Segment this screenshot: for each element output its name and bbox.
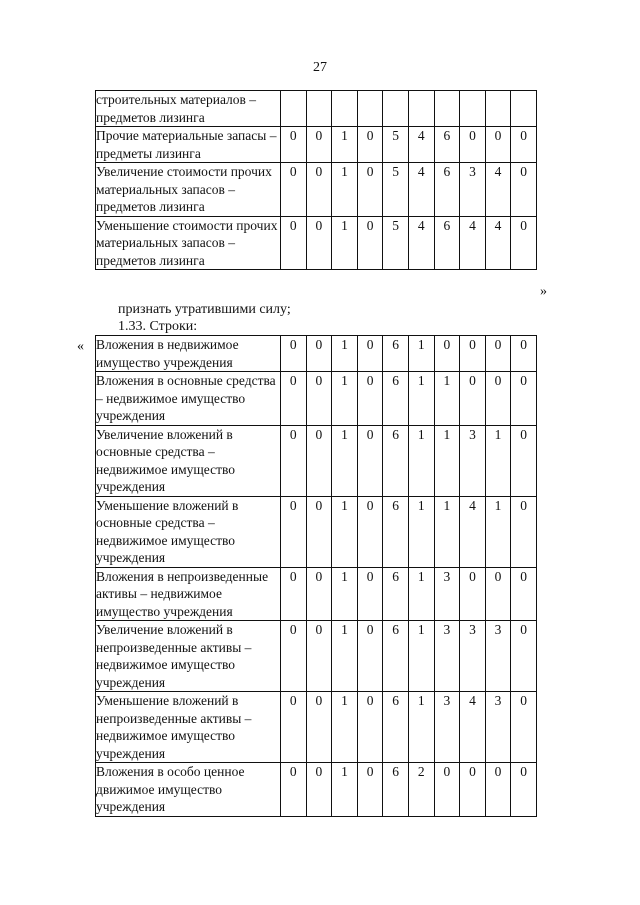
account-digit-cell: 0	[281, 567, 307, 621]
account-digit-cell: 1	[332, 567, 358, 621]
account-digit-cell: 0	[281, 163, 307, 217]
account-digit-cell: 0	[306, 692, 332, 763]
account-digit-cell: 6	[383, 763, 409, 817]
accounts-table	[95, 335, 537, 817]
account-digit-cell: 0	[306, 763, 332, 817]
account-digit-cell: 0	[511, 567, 537, 621]
account-digit-cell: 3	[460, 425, 486, 496]
account-digit-cell: 0	[306, 216, 332, 270]
page-number: 27	[313, 60, 327, 75]
account-digit-cell: 0	[357, 216, 383, 270]
account-digit-cell: 1	[332, 127, 358, 163]
table-row	[96, 216, 537, 270]
account-digit-cell: 0	[281, 127, 307, 163]
account-digit-cell: 0	[357, 621, 383, 692]
account-digit-cell: 1	[332, 621, 358, 692]
account-digit-cell: 0	[511, 425, 537, 496]
account-digit-cell	[383, 91, 409, 127]
account-digit-cell	[511, 91, 537, 127]
account-digit-cell	[332, 91, 358, 127]
account-digit-cell: 0	[511, 163, 537, 217]
account-digit-cell: 0	[511, 692, 537, 763]
account-digit-cell: 1	[408, 336, 434, 372]
account-digit-cell: 5	[383, 127, 409, 163]
account-digit-cell: 6	[383, 496, 409, 567]
account-digit-cell: 0	[357, 336, 383, 372]
account-digit-cell: 0	[511, 621, 537, 692]
account-digit-cell: 4	[408, 163, 434, 217]
account-digit-cell: 0	[460, 763, 486, 817]
table-row	[96, 692, 537, 763]
account-digit-cell: 0	[485, 567, 511, 621]
account-digit-cell: 0	[306, 621, 332, 692]
account-digit-cell: 1	[332, 163, 358, 217]
table-row	[96, 425, 537, 496]
account-digit-cell: 1	[332, 372, 358, 426]
account-digit-cell: 0	[306, 163, 332, 217]
account-digit-cell	[460, 91, 486, 127]
account-digit-cell: 0	[306, 496, 332, 567]
account-digit-cell: 0	[281, 425, 307, 496]
account-digit-cell: 0	[357, 425, 383, 496]
account-digit-cell: 0	[434, 336, 460, 372]
account-digit-cell: 0	[281, 763, 307, 817]
account-digit-cell	[306, 91, 332, 127]
account-digit-cell: 1	[485, 496, 511, 567]
account-digit-cell: 5	[383, 163, 409, 217]
account-digit-cell: 6	[383, 372, 409, 426]
table-row	[96, 127, 537, 163]
account-digit-cell: 6	[383, 425, 409, 496]
account-digit-cell: 0	[511, 496, 537, 567]
account-digit-cell: 1	[485, 425, 511, 496]
account-digit-cell: 4	[485, 216, 511, 270]
account-digit-cell: 3	[434, 567, 460, 621]
account-digit-cell: 0	[306, 127, 332, 163]
table-row	[96, 621, 537, 692]
account-name-cell: Вложения в непроизведенные активы – недвижимое имущество учреждения	[96, 567, 281, 621]
account-digit-cell: 6	[383, 567, 409, 621]
section-label: 1.33. Строки:	[118, 319, 198, 334]
accounts-table-continued	[95, 90, 537, 270]
account-digit-cell	[357, 91, 383, 127]
account-name-cell: строительных материалов – предметов лизинга	[96, 91, 281, 127]
recognize-invalid-text: признать утратившими силу;	[118, 302, 291, 317]
account-digit-cell: 0	[357, 692, 383, 763]
account-digit-cell: 0	[511, 372, 537, 426]
account-name-cell: Прочие материальные запасы – предметы лизинга	[96, 127, 281, 163]
account-digit-cell: 4	[460, 216, 486, 270]
account-digit-cell: 6	[434, 163, 460, 217]
account-digit-cell	[485, 91, 511, 127]
account-name-cell: Уменьшение вложений в основные средства – недвижимое имущество учреждения	[96, 496, 281, 567]
account-digit-cell: 0	[357, 372, 383, 426]
account-digit-cell: 0	[306, 372, 332, 426]
account-digit-cell	[408, 91, 434, 127]
account-digit-cell: 0	[306, 567, 332, 621]
account-digit-cell	[281, 91, 307, 127]
account-digit-cell: 0	[281, 496, 307, 567]
account-digit-cell: 1	[332, 336, 358, 372]
account-digit-cell: 0	[357, 763, 383, 817]
account-digit-cell: 3	[434, 621, 460, 692]
table-row	[96, 763, 537, 817]
account-digit-cell: 0	[281, 372, 307, 426]
account-digit-cell: 0	[511, 336, 537, 372]
account-digit-cell: 1	[434, 372, 460, 426]
account-name-cell: Вложения в основные средства – недвижимое имущество учреждения	[96, 372, 281, 426]
account-digit-cell: 6	[383, 692, 409, 763]
account-name-cell: Вложения в недвижимое имущество учреждения	[96, 336, 281, 372]
account-digit-cell: 0	[460, 372, 486, 426]
account-digit-cell: 0	[485, 763, 511, 817]
account-digit-cell: 0	[485, 336, 511, 372]
account-digit-cell: 0	[460, 336, 486, 372]
account-digit-cell: 4	[485, 163, 511, 217]
account-digit-cell: 1	[332, 763, 358, 817]
account-name-cell: Уменьшение вложений в непроизведенные активы – недвижимое имущество учреждения	[96, 692, 281, 763]
account-digit-cell: 0	[357, 567, 383, 621]
account-digit-cell: 1	[332, 425, 358, 496]
account-name-cell: Уменьшение стоимости прочих материальных запасов – предметов лизинга	[96, 216, 281, 270]
account-digit-cell: 6	[434, 216, 460, 270]
account-digit-cell: 1	[434, 496, 460, 567]
account-digit-cell: 1	[332, 496, 358, 567]
account-digit-cell: 4	[408, 127, 434, 163]
account-digit-cell: 4	[460, 692, 486, 763]
account-digit-cell: 1	[408, 692, 434, 763]
account-digit-cell: 0	[306, 336, 332, 372]
account-digit-cell: 0	[357, 496, 383, 567]
account-digit-cell: 1	[408, 621, 434, 692]
table-row	[96, 372, 537, 426]
account-digit-cell: 0	[485, 127, 511, 163]
account-digit-cell: 2	[408, 763, 434, 817]
account-digit-cell: 3	[485, 621, 511, 692]
closing-quote: »	[540, 284, 547, 299]
table-row	[96, 567, 537, 621]
account-digit-cell: 1	[332, 216, 358, 270]
account-name-cell: Увеличение стоимости прочих материальных запасов – предметов лизинга	[96, 163, 281, 217]
account-name-cell: Увеличение вложений в непроизведенные активы – недвижимое имущество учреждения	[96, 621, 281, 692]
account-digit-cell: 0	[281, 336, 307, 372]
table-row	[96, 91, 537, 127]
account-digit-cell: 0	[511, 127, 537, 163]
account-digit-cell: 1	[408, 496, 434, 567]
table-row	[96, 336, 537, 372]
account-digit-cell: 0	[434, 763, 460, 817]
account-digit-cell: 3	[460, 163, 486, 217]
table-row	[96, 496, 537, 567]
account-digit-cell: 3	[434, 692, 460, 763]
account-digit-cell: 0	[485, 372, 511, 426]
account-digit-cell: 0	[281, 621, 307, 692]
account-digit-cell: 0	[306, 425, 332, 496]
opening-quote: «	[77, 339, 84, 354]
account-digit-cell: 4	[408, 216, 434, 270]
account-digit-cell: 0	[511, 216, 537, 270]
account-digit-cell: 5	[383, 216, 409, 270]
account-digit-cell: 3	[460, 621, 486, 692]
account-digit-cell: 6	[383, 621, 409, 692]
account-digit-cell: 4	[460, 496, 486, 567]
account-digit-cell	[434, 91, 460, 127]
account-digit-cell: 0	[357, 163, 383, 217]
account-name-cell: Вложения в особо ценное движимое имущество учреждения	[96, 763, 281, 817]
account-digit-cell: 0	[511, 763, 537, 817]
table-row	[96, 163, 537, 217]
account-digit-cell: 0	[281, 692, 307, 763]
account-digit-cell: 1	[408, 567, 434, 621]
account-digit-cell: 0	[357, 127, 383, 163]
account-digit-cell: 3	[485, 692, 511, 763]
account-digit-cell: 1	[434, 425, 460, 496]
account-digit-cell: 1	[408, 425, 434, 496]
account-digit-cell: 0	[460, 127, 486, 163]
account-digit-cell: 0	[281, 216, 307, 270]
account-digit-cell: 0	[460, 567, 486, 621]
account-digit-cell: 6	[434, 127, 460, 163]
account-digit-cell: 1	[332, 692, 358, 763]
account-name-cell: Увеличение вложений в основные средства – недвижимое имущество учреждения	[96, 425, 281, 496]
account-digit-cell: 6	[383, 336, 409, 372]
account-digit-cell: 1	[408, 372, 434, 426]
